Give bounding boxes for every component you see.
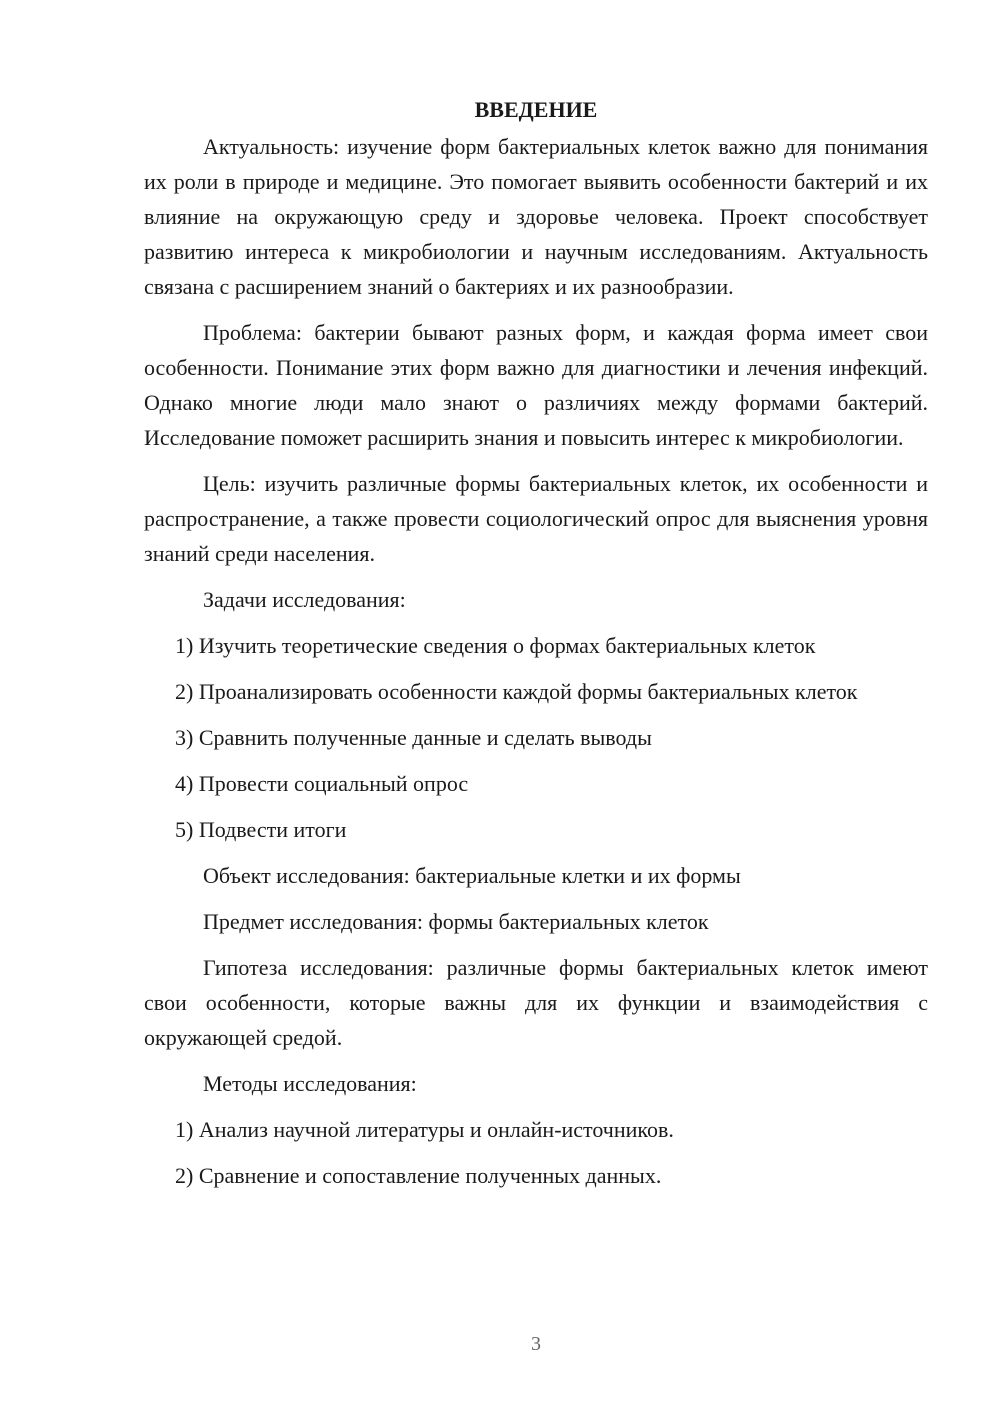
page-number: 3 <box>531 1333 541 1355</box>
methods-heading: Методы исследования: <box>203 1071 417 1096</box>
hypothesis-paragraph: Гипотеза исследования: различные формы бактериальных клеток имеют свои особенности, которые важны для их функции и взаимодействия с окружающей средой. <box>144 955 928 1050</box>
research-subject: Предмет исследования: формы бактериальных клеток <box>203 909 709 934</box>
task-item: 3) Сравнить полученные данные и сделать выводы <box>175 725 652 750</box>
method-item: 1) Анализ научной литературы и онлайн-источников. <box>175 1117 674 1142</box>
task-item: 4) Провести социальный опрос <box>175 771 469 796</box>
problem-paragraph: Проблема: бактерии бывают разных форм, и каждая форма имеет свои особенности. Понимание этих форм важно для диагностики и лечения инфекций. Однако многие люди мало знают о различиях между формами бактерий. Исследование поможет расширить знания и повысить интерес к микробиологии. <box>144 320 928 450</box>
research-object: Объект исследования: бактериальные клетки и их формы <box>203 863 741 888</box>
page-title: ВВЕДЕНИЕ <box>474 97 598 122</box>
document-page <box>144 92 928 1204</box>
task-item: 1) Изучить теоретические сведения о формах бактериальных клеток <box>175 633 816 658</box>
task-item: 2) Проанализировать особенности каждой формы бактериальных клеток <box>175 679 858 704</box>
tasks-heading: Задачи исследования: <box>203 587 406 612</box>
goal-paragraph: Цель: изучить различные формы бактериальных клеток, их особенности и распространение, а также провести социологический опрос для выяснения уровня знаний среди населения. <box>144 471 928 566</box>
task-item: 5) Подвести итоги <box>175 817 347 842</box>
method-item: 2) Сравнение и сопоставление полученных данных. <box>175 1163 662 1188</box>
relevance-paragraph: Актуальность: изучение форм бактериальных клеток важно для понимания их роли в природе и медицине. Это помогает выявить особенности бактерий и их влияние на окружающую среду и здоровье человека. Проект способствует развитию интереса к микробиологии и научным исследованиям. Актуальность связана с расширением знаний о бактериях и их разнообразии. <box>144 134 928 299</box>
